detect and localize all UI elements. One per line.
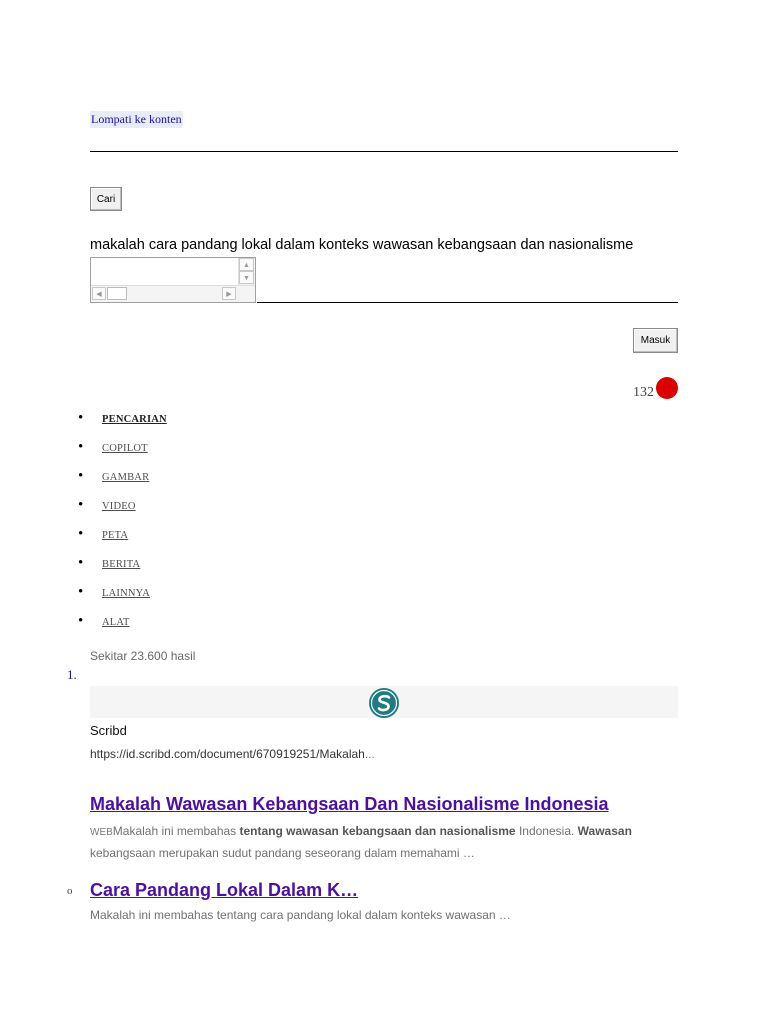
nav-item-berita: [78, 559, 167, 588]
scroll-down-icon[interactable]: ▼: [239, 271, 254, 284]
nav-link-video[interactable]: VIDEO: [102, 501, 136, 512]
nav-item-alat: [78, 617, 167, 646]
search-query-text: makalah cara pandang lokal dalam konteks wawasan kebangsaan dan nasionalisme: [90, 237, 634, 253]
rewards-icon[interactable]: [656, 377, 678, 399]
nav-link-peta[interactable]: PETA: [102, 530, 129, 541]
nav-link-copilot[interactable]: COPILOT: [102, 443, 148, 454]
snippet-part: kebangsaan merupakan sudut pandang seseorang dalam memahami …: [90, 846, 475, 860]
nav-item-copilot: [78, 443, 167, 472]
query-underline: [257, 302, 678, 303]
scroll-left-icon[interactable]: ◀: [92, 287, 106, 300]
snippet-part: Indonesia.: [515, 824, 578, 838]
login-button[interactable]: Masuk: [633, 328, 678, 353]
nav-item-gambar: [78, 472, 167, 501]
scroll-up-icon[interactable]: ▲: [239, 258, 254, 271]
result-title-link[interactable]: Makalah Wawasan Kebangsaan Dan Nasionalisme Indonesia: [90, 794, 609, 814]
result-stats: Sekitar 23.600 hasil: [90, 649, 196, 663]
skip-to-content-link[interactable]: Lompati ke konten: [91, 112, 182, 126]
nav-link-alat[interactable]: ALAT: [102, 617, 130, 628]
result-snippet: [90, 821, 670, 864]
result-number: 1.: [67, 667, 77, 682]
vertical-scrollbar[interactable]: [238, 258, 255, 287]
rewards-count[interactable]: 132: [633, 385, 654, 400]
snippet-part: Makalah ini membahas: [112, 824, 240, 838]
nav-link-lainnya[interactable]: LAINNYA: [102, 588, 151, 599]
nav-link-berita[interactable]: BERITA: [102, 559, 141, 570]
search-textarea[interactable]: [90, 257, 256, 303]
sub-result-title-link[interactable]: Cara Pandang Lokal Dalam K…: [90, 880, 359, 900]
snippet-bold: tentang wawasan kebangsaan dan nasionalisme: [239, 824, 516, 838]
result-url-ellipsis: ...: [364, 747, 375, 761]
nav-item-lainnya: [78, 588, 167, 617]
nav-link-pencarian[interactable]: PENCARIAN: [102, 414, 167, 425]
sub-result-snippet: Makalah ini membahas tentang cara pandang lokal dalam konteks wawasan …: [90, 908, 511, 922]
nav-link-gambar[interactable]: GAMBAR: [102, 472, 150, 483]
snippet-bold: Wawasan: [577, 824, 632, 838]
scribd-logo-icon[interactable]: [368, 687, 400, 719]
result-url: [90, 747, 375, 761]
search-button[interactable]: Cari: [90, 187, 122, 211]
web-tag: WEB: [90, 827, 113, 838]
sub-result-bullet: o: [67, 885, 73, 897]
scroll-right-icon[interactable]: ▶: [222, 287, 236, 300]
horizontal-scrollbar[interactable]: [91, 285, 255, 302]
scroll-thumb[interactable]: [107, 287, 127, 300]
result-site-name: Scribd: [90, 723, 127, 738]
nav-item-pencarian: [78, 414, 167, 443]
search-scope-nav: [78, 414, 167, 646]
nav-item-peta: [78, 530, 167, 559]
nav-item-video: [78, 501, 167, 530]
result-url-text: https://id.scribd.com/document/670919251/Makalah: [90, 747, 365, 761]
search-field-underline: [90, 151, 678, 152]
